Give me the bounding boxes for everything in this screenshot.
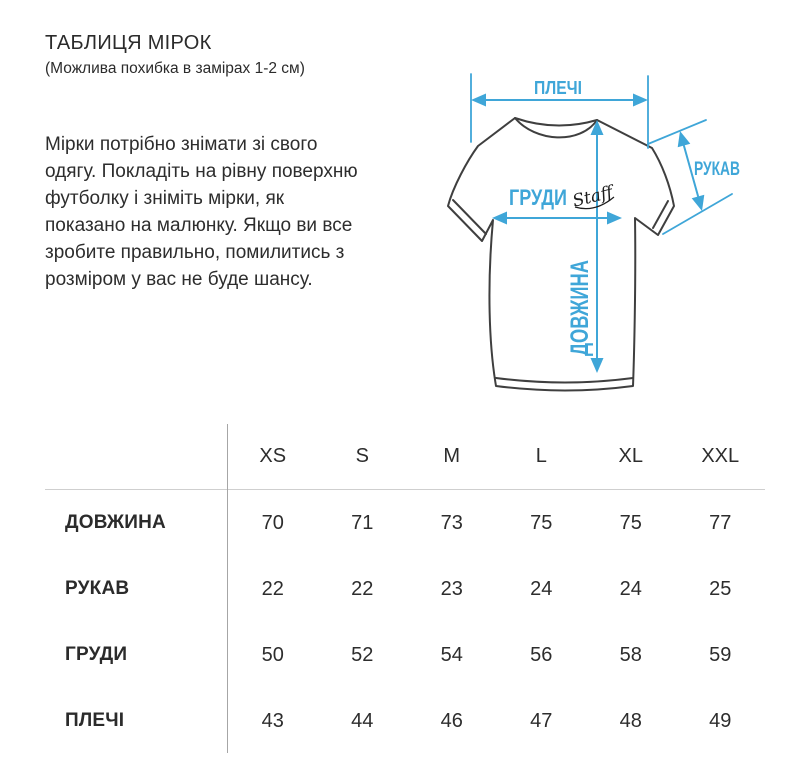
table-value: 47 (530, 709, 553, 732)
instructions-line: зробите правильно, помилитись з (45, 242, 345, 263)
table-value: 25 (709, 577, 732, 600)
table-value: 56 (530, 643, 553, 666)
table-value: 77 (709, 511, 732, 534)
size-header-xl: XL (586, 424, 676, 490)
table-corner-cell (45, 424, 228, 490)
instructions-line: футболку і зніміть мірки, як (45, 188, 285, 209)
table-value: 22 (351, 577, 374, 600)
size-header-l: L (497, 424, 587, 490)
chest-label: ГРУДИ (509, 185, 567, 210)
table-value: 75 (530, 511, 553, 534)
table-value: 44 (351, 709, 374, 732)
table-value: 71 (351, 511, 374, 534)
instructions-line: Мірки потрібно знімати зі свого (45, 134, 318, 155)
table-divider-line (227, 424, 228, 753)
table-value: 54 (440, 643, 463, 666)
row-label-sleeve: РУКАВ (65, 578, 130, 599)
sleeve-label: РУКАВ (694, 159, 740, 180)
table-value: 46 (440, 709, 463, 732)
instructions-line: одягу. Покладіть на рівну поверхню (45, 161, 358, 182)
row-label-shoulders: ПЛЕЧІ (65, 710, 125, 731)
table-value: 48 (619, 709, 642, 732)
size-header-m: M (407, 424, 497, 490)
row-label-length: ДОВЖИНА (65, 512, 166, 533)
table-value: 23 (440, 577, 463, 600)
brand-logo-text: Staff (570, 182, 615, 212)
table-value: 58 (619, 643, 642, 666)
page-subtitle: (Можлива похибка в замірах 1-2 см) (45, 60, 305, 77)
page-title: ТАБЛИЦЯ МІРОК (45, 32, 212, 54)
table-value: 73 (440, 511, 463, 534)
table-value: 52 (351, 643, 374, 666)
length-label: ДОВЖИНА (566, 224, 594, 356)
instructions-line: розміром у вас не буде шансу. (45, 269, 313, 290)
table-value: 43 (261, 709, 284, 732)
table-value: 70 (261, 511, 284, 534)
shoulders-label: ПЛЕЧІ (534, 78, 582, 98)
tshirt-outline-icon (448, 118, 674, 391)
size-header-xs: XS (228, 424, 318, 490)
table-value: 75 (619, 511, 642, 534)
table-value: 49 (709, 709, 732, 732)
row-label-chest: ГРУДИ (65, 644, 128, 665)
size-header-xxl: XXL (676, 424, 766, 490)
sleeve-extension-top (648, 120, 706, 144)
table-value: 50 (261, 643, 284, 666)
tshirt-measurement-diagram (430, 30, 800, 430)
size-table (45, 424, 765, 754)
size-header-s: S (318, 424, 408, 490)
table-value: 24 (530, 577, 553, 600)
table-value: 59 (709, 643, 732, 666)
table-value: 22 (261, 577, 284, 600)
instructions-line: показано на малюнку. Якщо ви все (45, 215, 353, 236)
measuring-instructions (45, 131, 358, 293)
table-value: 24 (619, 577, 642, 600)
